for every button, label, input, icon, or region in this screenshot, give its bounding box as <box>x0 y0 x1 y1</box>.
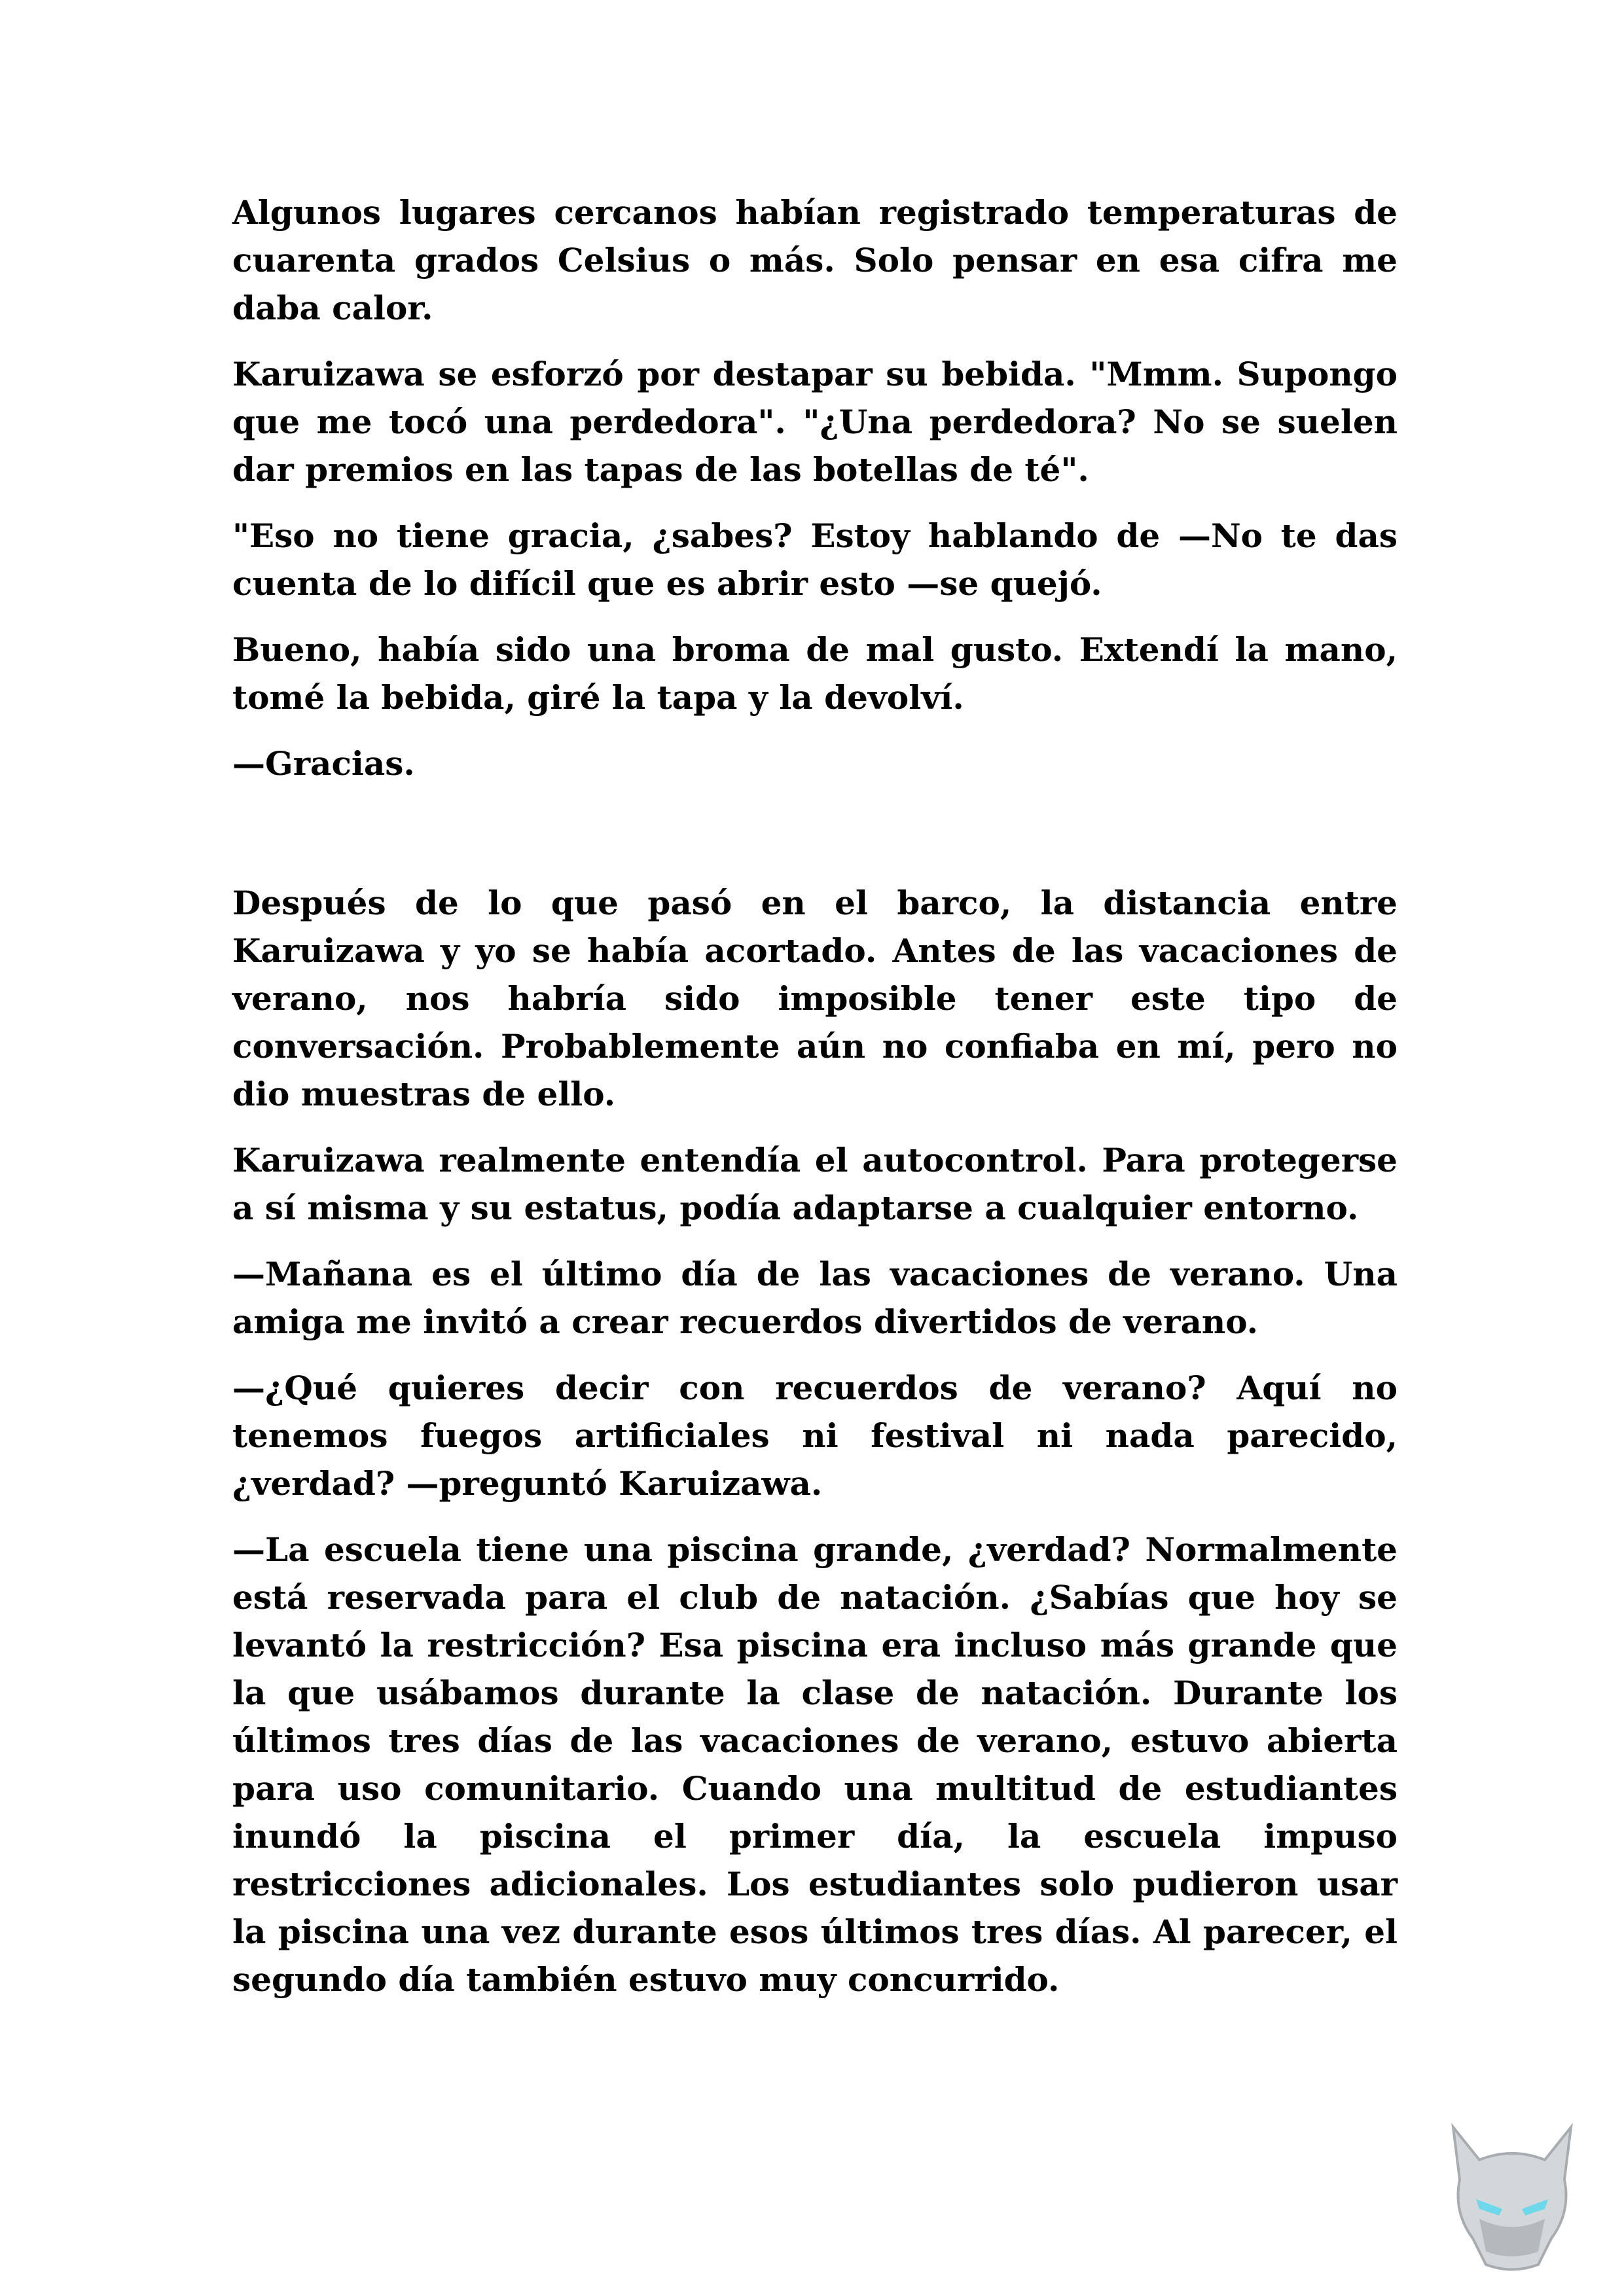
paragraph-4: Bueno, había sido una broma de mal gusto. Extendí la mano, tomé la bebida, giré la tapa y la devolví. <box>232 630 1398 717</box>
document-body <box>232 188 1398 2022</box>
paragraph-6: Después de lo que pasó en el barco, la distancia entre Karuizawa y yo se había acortado. Antes de las vacaciones de verano, nos habría sido imposible tener este tipo de conversación. Probablemente aún no confiaba en mí, pero no dio muestras de ello. <box>232 884 1398 1113</box>
paragraph-2: Karuizawa se esforzó por destapar su bebida. "Mmm. Supongo que me tocó una perdedora". "¿Una perdedora? No se suelen dar premios en las tapas de las botellas de té". <box>232 355 1398 489</box>
paragraph-1: Algunos lugares cercanos habían registrado temperaturas de cuarenta grados Celsius o más. Solo pensar en esa cifra me daba calor. <box>232 193 1398 327</box>
paragraph-5: —Gracias. <box>232 744 415 783</box>
paragraph-7: Karuizawa realmente entendía el autocontrol. Para protegerse a sí misma y su estatus, podía adaptarse a cualquier entorno. <box>232 1141 1398 1227</box>
demon-head-logo-icon <box>1440 2121 1584 2271</box>
paragraph-10: —La escuela tiene una piscina grande, ¿verdad? Normalmente está reservada para el club de natación. ¿Sabías que hoy se levantó la restricción? Esa piscina era incluso más grande que la que usábamos durante la clase de natación. Durante los últimos tres días de las vacaciones de verano, estuvo abierta para uso comunitario. Cuando una multitud de estudiantes inundó la piscina el primer día, la escuela impuso restricciones adicionales. Los estudiantes solo pudieron usar la piscina una vez durante esos últimos tres días. Al parecer, el segundo día también estuvo muy concurrido. <box>232 1530 1398 1999</box>
paragraph-9: —¿Qué quieres decir con recuerdos de verano? Aquí no tenemos fuegos artificiales ni festival ni nada parecido, ¿verdad? —preguntó Karuizawa. <box>232 1369 1398 1503</box>
paragraph-8: —Mañana es el último día de las vacaciones de verano. Una amiga me invitó a crear recuerdos divertidos de verano. <box>232 1255 1398 1341</box>
paragraph-3: "Eso no tiene gracia, ¿sabes? Estoy hablando de —No te das cuenta de lo difícil que es abrir esto —se quejó. <box>232 516 1398 603</box>
